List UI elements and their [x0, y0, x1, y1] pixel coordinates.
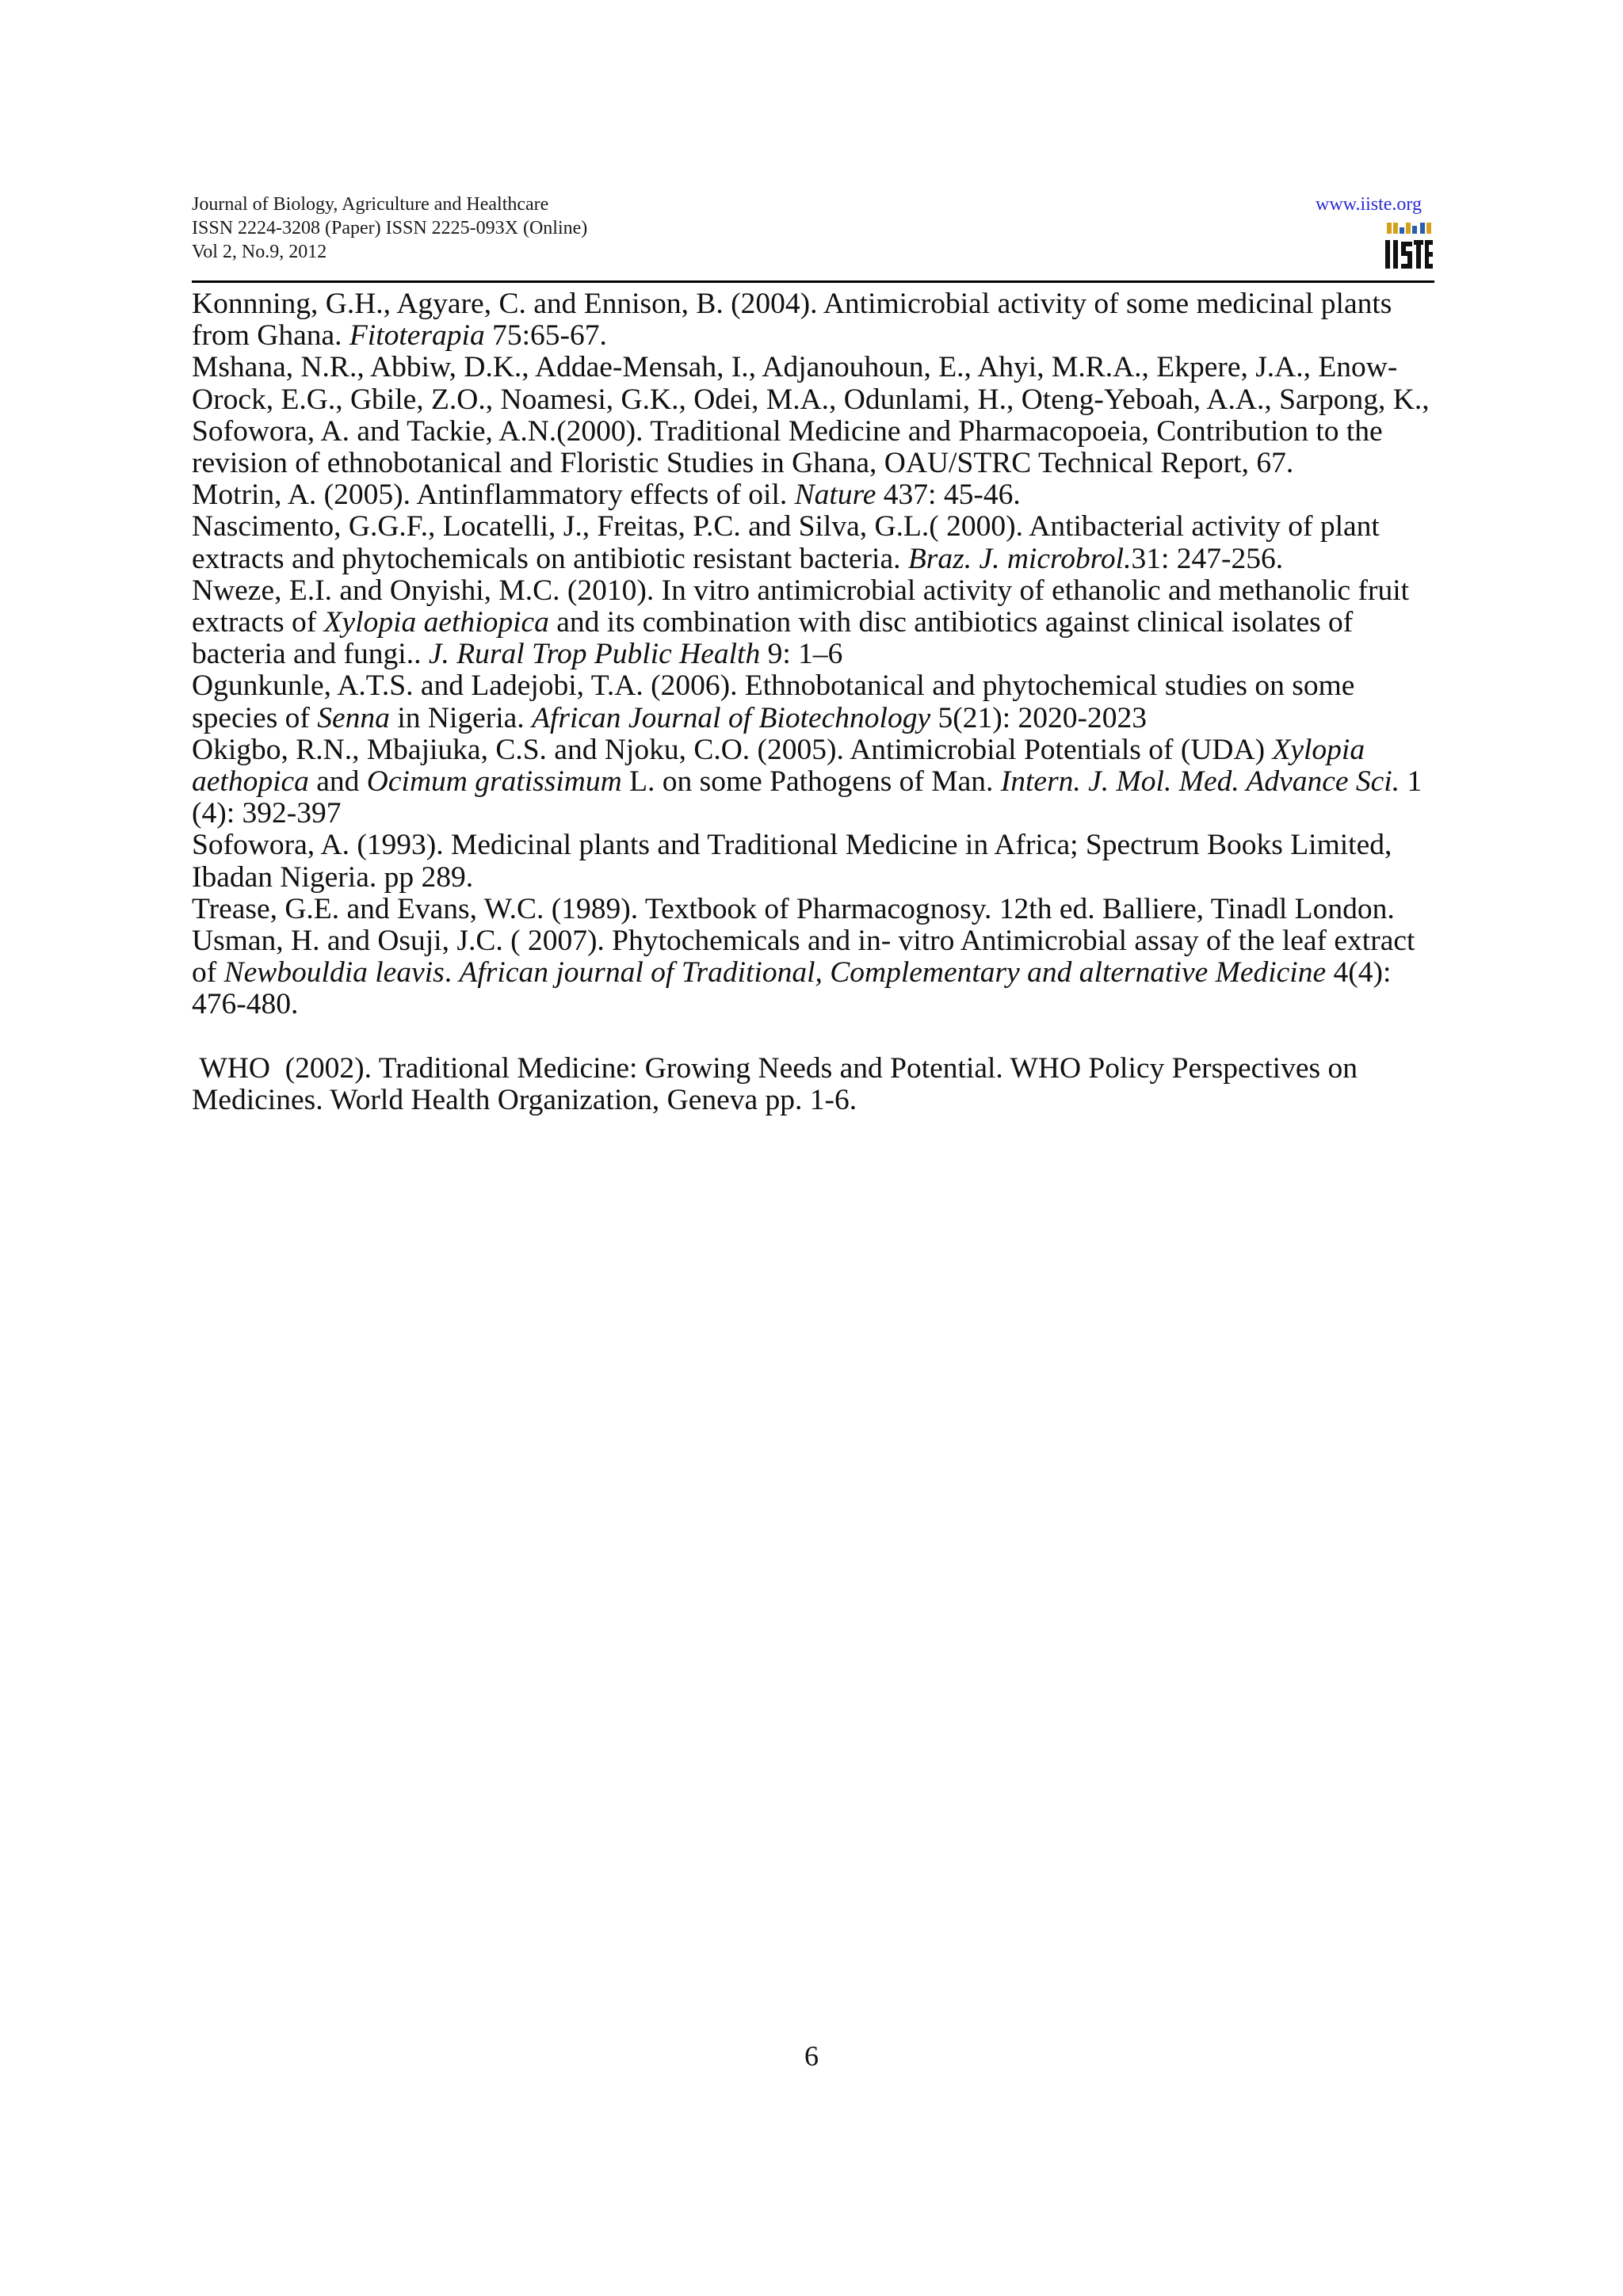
reference-item: Konnning, G.H., Agyare, C. and Ennison, B. (2004). Antimicrobial activity of some medicinal plants from Ghana. Fitoterapia 75:65-67.: [192, 288, 1392, 353]
journal-title: Journal of Biology, Agriculture and Healthcare: [192, 194, 549, 215]
reference-item: Sofowora, A. (1993). Medicinal plants and Traditional Medicine in Africa; Spectrum Books Limited, Ibadan Nigeria. pp 289.: [192, 829, 1392, 894]
journal-issn: ISSN 2224-3208 (Paper) ISSN 2225-093X (Online): [192, 218, 588, 238]
reference-item: Ogunkunle, A.T.S. and Ladejobi, T.A. (2006). Ethnobotanical and phytochemical studies on some species of Senna in Nigeria. African Journal of Biotechnology 5(21): 2020-2023: [192, 669, 1355, 734]
reference-item: Okigbo, R.N., Mbajiuka, C.S. and Njoku, C.O. (2005). Antimicrobial Potentials of (UDA) Xylopia aethopica and Ocimum gratissimum L. on some Pathogens of Man. Intern. J. Mol. Med. Advance Sci. 1 (4): 392-397: [192, 733, 1423, 830]
reference-item: Motrin, A. (2005). Antinflammatory effects of oil. Nature 437: 45-46.: [192, 479, 1021, 512]
header-rule: [192, 280, 1434, 283]
iiste-logo-icon: [1382, 221, 1434, 272]
reference-item: Nascimento, G.G.F., Locatelli, J., Freitas, P.C. and Silva, G.L.( 2000). Antibacterial activity of plant extracts and phytochemicals on antibiotic resistant bacteria. Braz. J. microbrol.31: 247-256.: [192, 510, 1380, 575]
reference-item: Trease, G.E. and Evans, W.C. (1989). Textbook of Pharmacognosy. 12th ed. Balliere, Tinadl London.: [192, 892, 1395, 925]
reference-list: [192, 288, 1444, 1116]
reference-item: Usman, H. and Osuji, J.C. ( 2007). Phytochemicals and in- vitro Antimicrobial assay of the leaf extract of Newbouldia leavis. African journal of Traditional, Complementary and alternative Medicine 4(4): 476-480.: [192, 925, 1415, 1021]
journal-info: [192, 193, 587, 264]
reference-item: Mshana, N.R., Abbiw, D.K., Addae-Mensah, I., Adjanouhoun, E., Ahyi, M.R.A., Ekpere, J.A., Enow-Orock, E.G., Gbile, Z.O., Noamesi, G.K., Odei, M.A., Odunlami, H., Oteng-Yeboah, A.A., Sarpong, K., Sofowora, A. and Tackie, A.N.(2000). Traditional Medicine and Pharmacopoeia, Contribution to the revision of ethnobotanical and Floristic Studies in Ghana, OAU/STRC Technical Report, 67.: [192, 351, 1430, 480]
reference-item: Nweze, E.I. and Onyishi, M.C. (2010). In vitro antimicrobial activity of ethanolic and methanolic fruit extracts of Xylopia aethiopica and its combination with disc antibiotics against clinical isolates of bacteria and fungi.. J. Rural Trop Public Health 9: 1–6: [192, 574, 1410, 671]
journal-header: [192, 193, 1434, 280]
journal-volume: Vol 2, No.9, 2012: [192, 242, 327, 262]
reference-item: WHO (2002). Traditional Medicine: Growing Needs and Potential. WHO Policy Perspectives on Medicines. World Health Organization, Geneva pp. 1-6.: [192, 1051, 1365, 1116]
reference-spacer: [192, 1021, 1444, 1053]
site-link[interactable]: www.iiste.org: [1316, 194, 1422, 215]
page-number: 6: [804, 2040, 819, 2072]
